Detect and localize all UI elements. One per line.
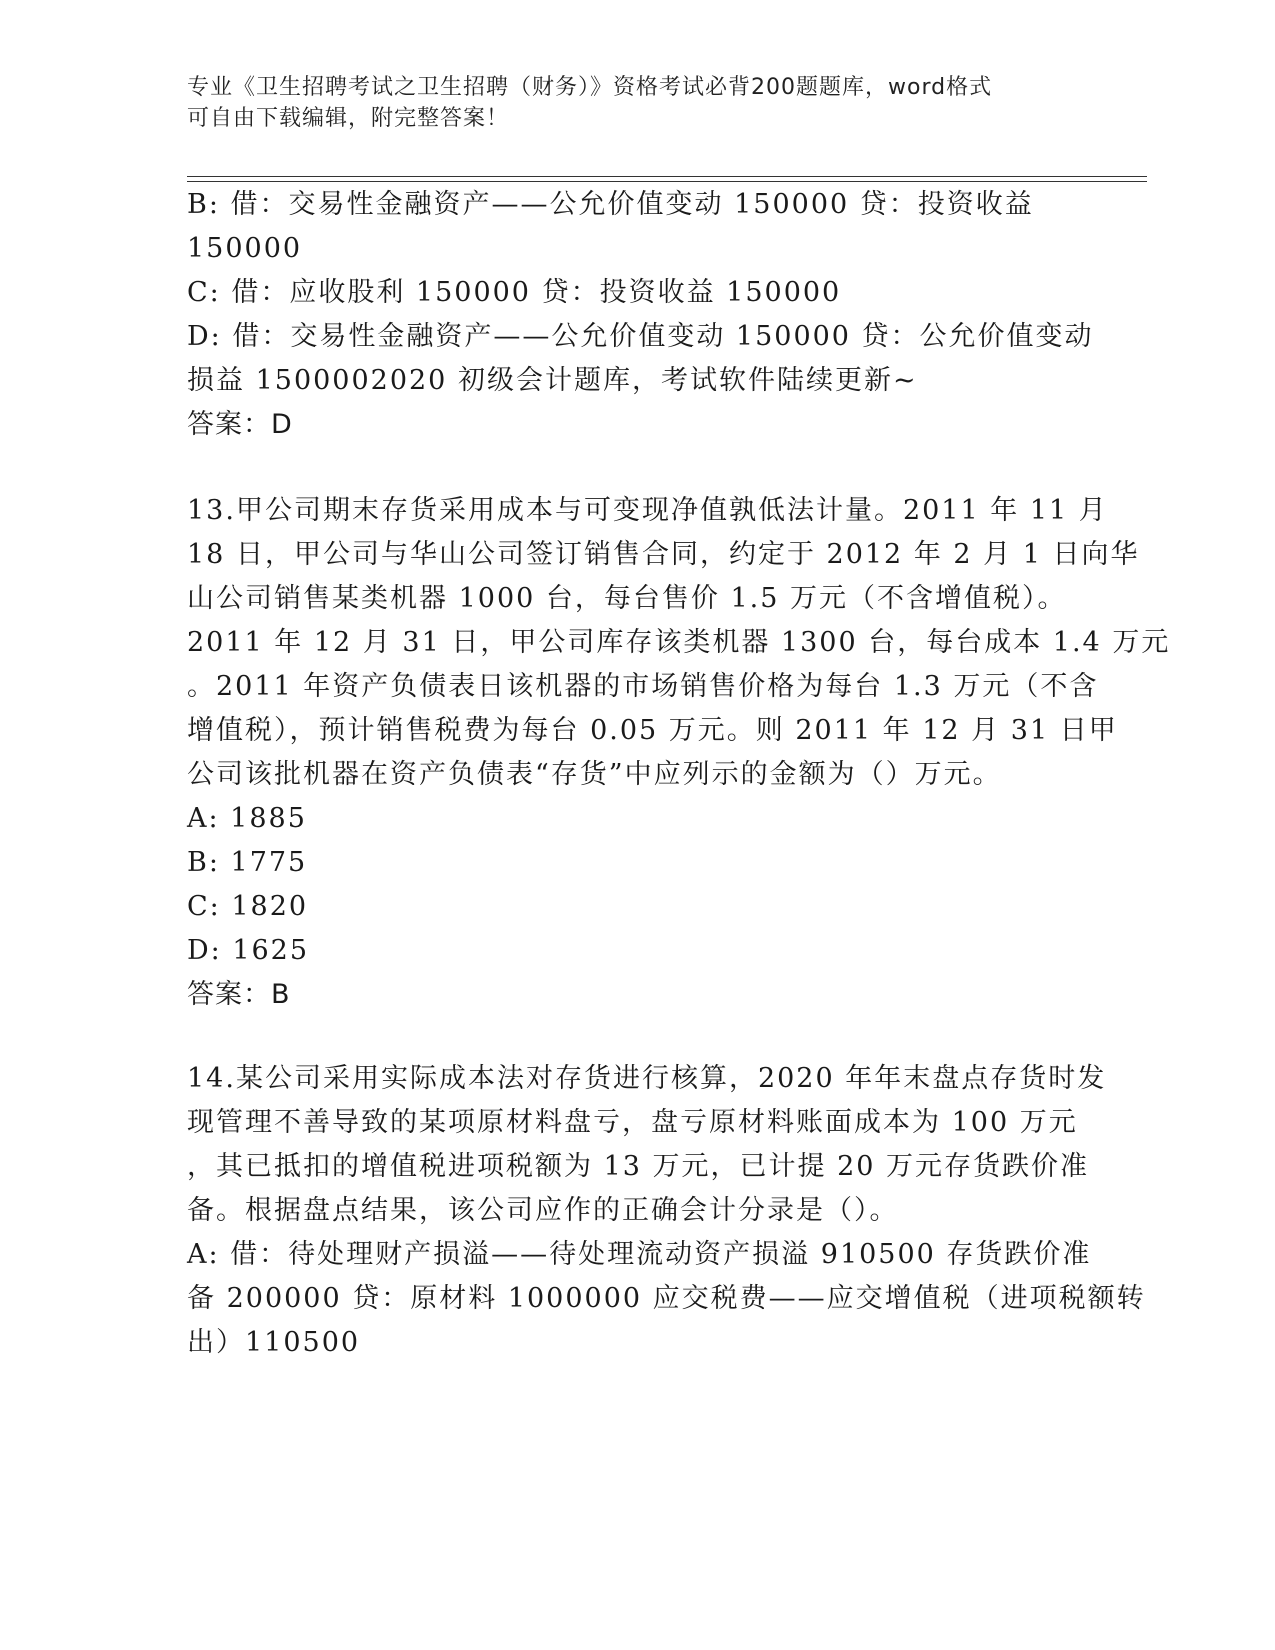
header-divider-top	[187, 176, 1147, 177]
q12-option-d-line-1: D: 借：交易性金融资产——公允价值变动 150000 贷：公允价值变动	[187, 321, 1094, 352]
q13-stem-line-6: 增值税），预计销售税费为每台 0.05 万元。则 2011 年 12 月 31 日甲	[187, 715, 1118, 746]
q12-answer: 答案：D	[187, 409, 293, 440]
q12-option-b-line-2: 150000	[187, 233, 303, 264]
page-header	[187, 72, 1087, 134]
q13-stem-line-1: 13.甲公司期末存货采用成本与可变现净值孰低法计量。2011 年 11 月	[187, 495, 1108, 526]
q13-stem-line-2: 18 日，甲公司与华山公司签订销售合同，约定于 2012 年 2 月 1 日向华	[187, 539, 1140, 570]
q13-option-d: D: 1625	[187, 935, 310, 966]
q13-stem-line-7: 公司该批机器在资产负债表“存货”中应列示的金额为（）万元。	[187, 759, 1002, 790]
q12-option-c: C: 借：应收股利 150000 贷：投资收益 150000	[187, 277, 842, 308]
q14-option-a-line-3: 出）110500	[187, 1327, 361, 1358]
header-title-line-2: 可自由下载编辑，附完整答案！	[187, 106, 510, 131]
q12-option-b-line-1: B: 借：交易性金融资产——公允价值变动 150000 贷：投资收益	[187, 189, 1034, 220]
q13-stem-line-4: 2011 年 12 月 31 日，甲公司库存该类机器 1300 台，每台成本 1.4 万元	[187, 627, 1171, 658]
q12-option-d-line-2: 损益 1500002020 初级会计题库，考试软件陆续更新~	[187, 365, 918, 396]
q13-stem-line-5: 。2011 年资产负债表日该机器的市场销售价格为每台 1.3 万元（不含	[187, 671, 1099, 702]
q14-option-a-line-1: A: 借：待处理财产损溢——待处理流动资产损溢 910500 存货跌价准	[187, 1239, 1092, 1270]
q14-option-a-line-2: 备 200000 贷：原材料 1000000 应交税费——应交增值税（进项税额转	[187, 1283, 1146, 1314]
q14-stem-line-1: 14.某公司采用实际成本法对存货进行核算，2020 年年末盘点存货时发	[187, 1063, 1107, 1094]
q13-option-b: B: 1775	[187, 847, 308, 878]
q13-option-c: C: 1820	[187, 891, 309, 922]
q13-option-a: A: 1885	[187, 803, 307, 834]
q14-stem-line-3: ，其已抵扣的增值税进项税额为 13 万元，已计提 20 万元存货跌价准	[187, 1151, 1090, 1182]
q13-answer: 答案：B	[187, 979, 291, 1010]
q14-stem-line-4: 备。根据盘点结果，该公司应作的正确会计分录是（）。	[187, 1195, 899, 1226]
header-title-line-1: 专业《卫生招聘考试之卫生招聘（财务）》资格考试必背200题题库，word格式	[187, 75, 993, 100]
q13-stem-line-3: 山公司销售某类机器 1000 台，每台售价 1.5 万元（不含增值税）。	[187, 583, 1067, 614]
q14-stem-line-2: 现管理不善导致的某项原材料盘亏，盘亏原材料账面成本为 100 万元	[187, 1107, 1078, 1138]
